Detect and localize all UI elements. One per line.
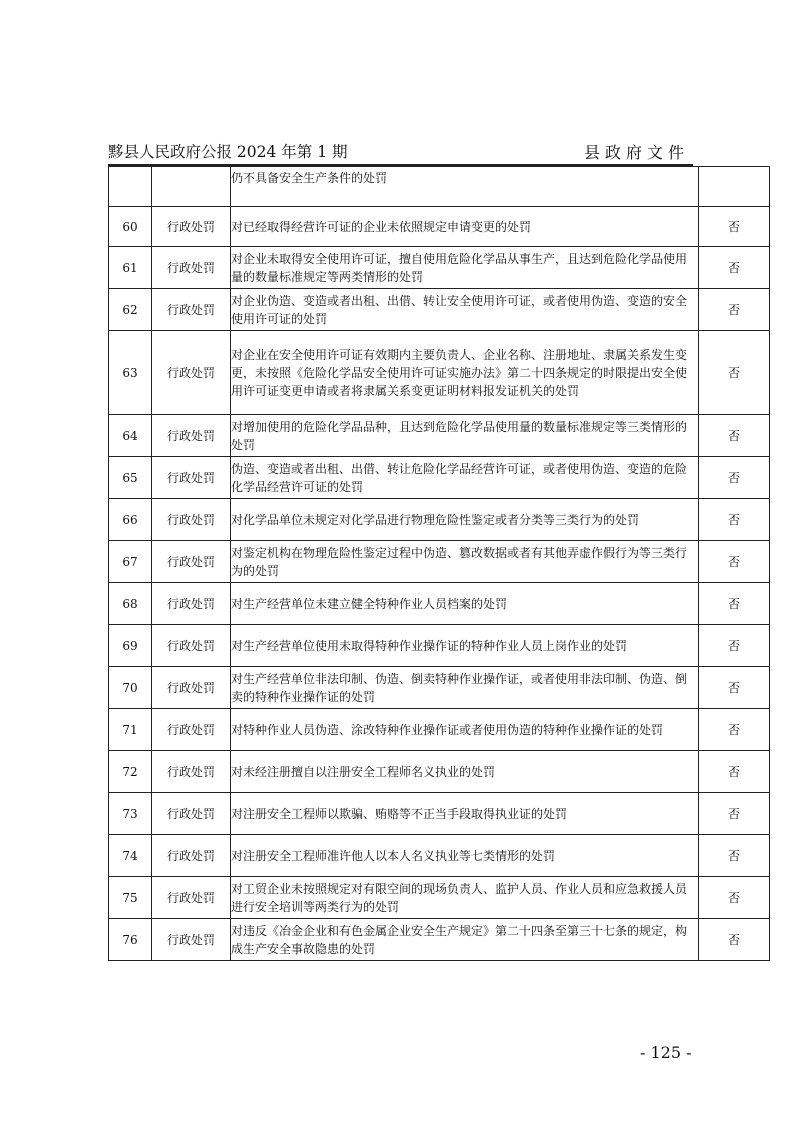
table-row <box>109 793 770 835</box>
penalty-content-cell: 对企业伪造、变造或者出租、出借、转让安全使用许可证，或者使用伪造、变造的安全使用许可证的处罚 <box>231 289 699 331</box>
row-number-cell: 66 <box>109 499 152 541</box>
row-number-cell: 71 <box>109 709 152 751</box>
row-number-cell: 64 <box>109 415 152 457</box>
flag-cell: 否 <box>699 499 770 541</box>
row-number-cell: 76 <box>109 919 152 961</box>
row-number-cell: 70 <box>109 667 152 709</box>
penalty-content-cell: 对企业在安全使用许可证有效期内主要负责人、企业名称、注册地址、隶属关系发生变更，未按照《危险化学品安全使用许可证实施办法》第二十四条规定的时限提出安全使用许可证变更申请或者将隶属关系变更证明材料报发证机关的处罚 <box>231 331 699 415</box>
table-row <box>109 919 770 961</box>
penalty-type-cell: 行政处罚 <box>152 793 231 835</box>
table-row <box>109 457 770 499</box>
penalty-content-cell: 对注册安全工程师准许他人以本人名义执业等七类情形的处罚 <box>231 835 699 877</box>
flag-cell: 否 <box>699 541 770 583</box>
penalty-type-cell: 行政处罚 <box>152 289 231 331</box>
page-number: - 125 - <box>640 1043 692 1062</box>
row-number-cell: 65 <box>109 457 152 499</box>
section-title: 县政府文件 <box>583 143 689 162</box>
row-number-cell <box>109 167 152 207</box>
row-number-cell: 68 <box>109 583 152 625</box>
penalty-type-cell: 行政处罚 <box>152 207 231 247</box>
table-body <box>109 167 770 961</box>
table-row <box>109 247 770 289</box>
penalty-content-cell: 对特种作业人员伪造、涂改特种作业操作证或者使用伪造的特种作业操作证的处罚 <box>231 709 699 751</box>
penalty-type-cell: 行政处罚 <box>152 751 231 793</box>
flag-cell: 否 <box>699 667 770 709</box>
penalty-content-cell: 对未经注册擅自以注册安全工程师名义执业的处罚 <box>231 751 699 793</box>
table-row <box>109 541 770 583</box>
bulletin-title: 黟县人民政府公报 2024 年第 1 期 <box>108 143 348 161</box>
flag-cell: 否 <box>699 289 770 331</box>
row-number-cell: 67 <box>109 541 152 583</box>
flag-cell: 否 <box>699 207 770 247</box>
penalty-type-cell: 行政处罚 <box>152 709 231 751</box>
table-row <box>109 625 770 667</box>
penalty-type-cell: 行政处罚 <box>152 583 231 625</box>
penalty-content-cell: 对生产经营单位非法印制、伪造、倒卖特种作业操作证，或者使用非法印制、伪造、倒卖的特种作业操作证的处罚 <box>231 667 699 709</box>
penalty-content-cell: 伪造、变造或者出租、出借、转让危险化学品经营许可证，或者使用伪造、变造的危险化学品经营许可证的处罚 <box>231 457 699 499</box>
penalty-type-cell: 行政处罚 <box>152 877 231 919</box>
penalty-type-cell: 行政处罚 <box>152 541 231 583</box>
penalty-content-cell: 仍不具备安全生产条件的处罚 <box>231 167 699 207</box>
row-number-cell: 60 <box>109 207 152 247</box>
table-row <box>109 583 770 625</box>
penalty-content-cell: 对生产经营单位使用未取得特种作业操作证的特种作业人员上岗作业的处罚 <box>231 625 699 667</box>
table-row <box>109 709 770 751</box>
table-row <box>109 331 770 415</box>
flag-cell: 否 <box>699 793 770 835</box>
penalty-type-cell: 行政处罚 <box>152 499 231 541</box>
penalty-type-cell: 行政处罚 <box>152 457 231 499</box>
penalty-content-cell: 对企业未取得安全使用许可证，擅自使用危险化学品从事生产，且达到危险化学品使用量的数量标准规定等两类情形的处罚 <box>231 247 699 289</box>
penalty-type-cell: 行政处罚 <box>152 331 231 415</box>
flag-cell: 否 <box>699 751 770 793</box>
penalty-content-cell: 对化学品单位未规定对化学品进行物理危险性鉴定或者分类等三类行为的处罚 <box>231 499 699 541</box>
table-row <box>109 667 770 709</box>
penalty-content-cell: 对增加使用的危险化学品品种，且达到危险化学品使用量的数量标准规定等三类情形的处罚 <box>231 415 699 457</box>
penalty-type-cell: 行政处罚 <box>152 919 231 961</box>
row-number-cell: 72 <box>109 751 152 793</box>
penalty-type-cell <box>152 167 231 207</box>
penalty-table <box>108 166 770 961</box>
row-number-cell: 61 <box>109 247 152 289</box>
penalty-type-cell: 行政处罚 <box>152 625 231 667</box>
flag-cell: 否 <box>699 709 770 751</box>
flag-cell: 否 <box>699 877 770 919</box>
flag-cell: 否 <box>699 415 770 457</box>
flag-cell: 否 <box>699 457 770 499</box>
row-number-cell: 62 <box>109 289 152 331</box>
penalty-content-cell: 对违反《冶金企业和有色金属企业安全生产规定》第二十四条至第三十七条的规定，构成生产安全事故隐患的处罚 <box>231 919 699 961</box>
flag-cell: 否 <box>699 835 770 877</box>
penalty-type-cell: 行政处罚 <box>152 667 231 709</box>
penalty-type-cell: 行政处罚 <box>152 247 231 289</box>
row-number-cell: 73 <box>109 793 152 835</box>
table-row <box>109 207 770 247</box>
table-row <box>109 415 770 457</box>
row-number-cell: 74 <box>109 835 152 877</box>
row-number-cell: 63 <box>109 331 152 415</box>
flag-cell: 否 <box>699 919 770 961</box>
row-number-cell: 69 <box>109 625 152 667</box>
penalty-content-cell: 对已经取得经营许可证的企业未依照规定申请变更的处罚 <box>231 207 699 247</box>
penalty-content-cell: 对工贸企业未按照规定对有限空间的现场负责人、监护人员、作业人员和应急救援人员进行安全培训等两类行为的处罚 <box>231 877 699 919</box>
table-row <box>109 835 770 877</box>
row-number-cell: 75 <box>109 877 152 919</box>
flag-cell <box>699 167 770 207</box>
flag-cell: 否 <box>699 583 770 625</box>
table-row <box>109 499 770 541</box>
flag-cell: 否 <box>699 247 770 289</box>
table-row <box>109 167 770 207</box>
table-row <box>109 289 770 331</box>
penalty-content-cell: 对注册安全工程师以欺骗、贿赂等不正当手段取得执业证的处罚 <box>231 793 699 835</box>
flag-cell: 否 <box>699 331 770 415</box>
penalty-content-cell: 对生产经营单位未建立健全特种作业人员档案的处罚 <box>231 583 699 625</box>
penalty-type-cell: 行政处罚 <box>152 415 231 457</box>
penalty-type-cell: 行政处罚 <box>152 835 231 877</box>
table-row <box>109 751 770 793</box>
penalty-content-cell: 对鉴定机构在物理危险性鉴定过程中伪造、篡改数据或者有其他弄虚作假行为等三类行为的处罚 <box>231 541 699 583</box>
flag-cell: 否 <box>699 625 770 667</box>
page-header <box>108 140 693 166</box>
table-row <box>109 877 770 919</box>
